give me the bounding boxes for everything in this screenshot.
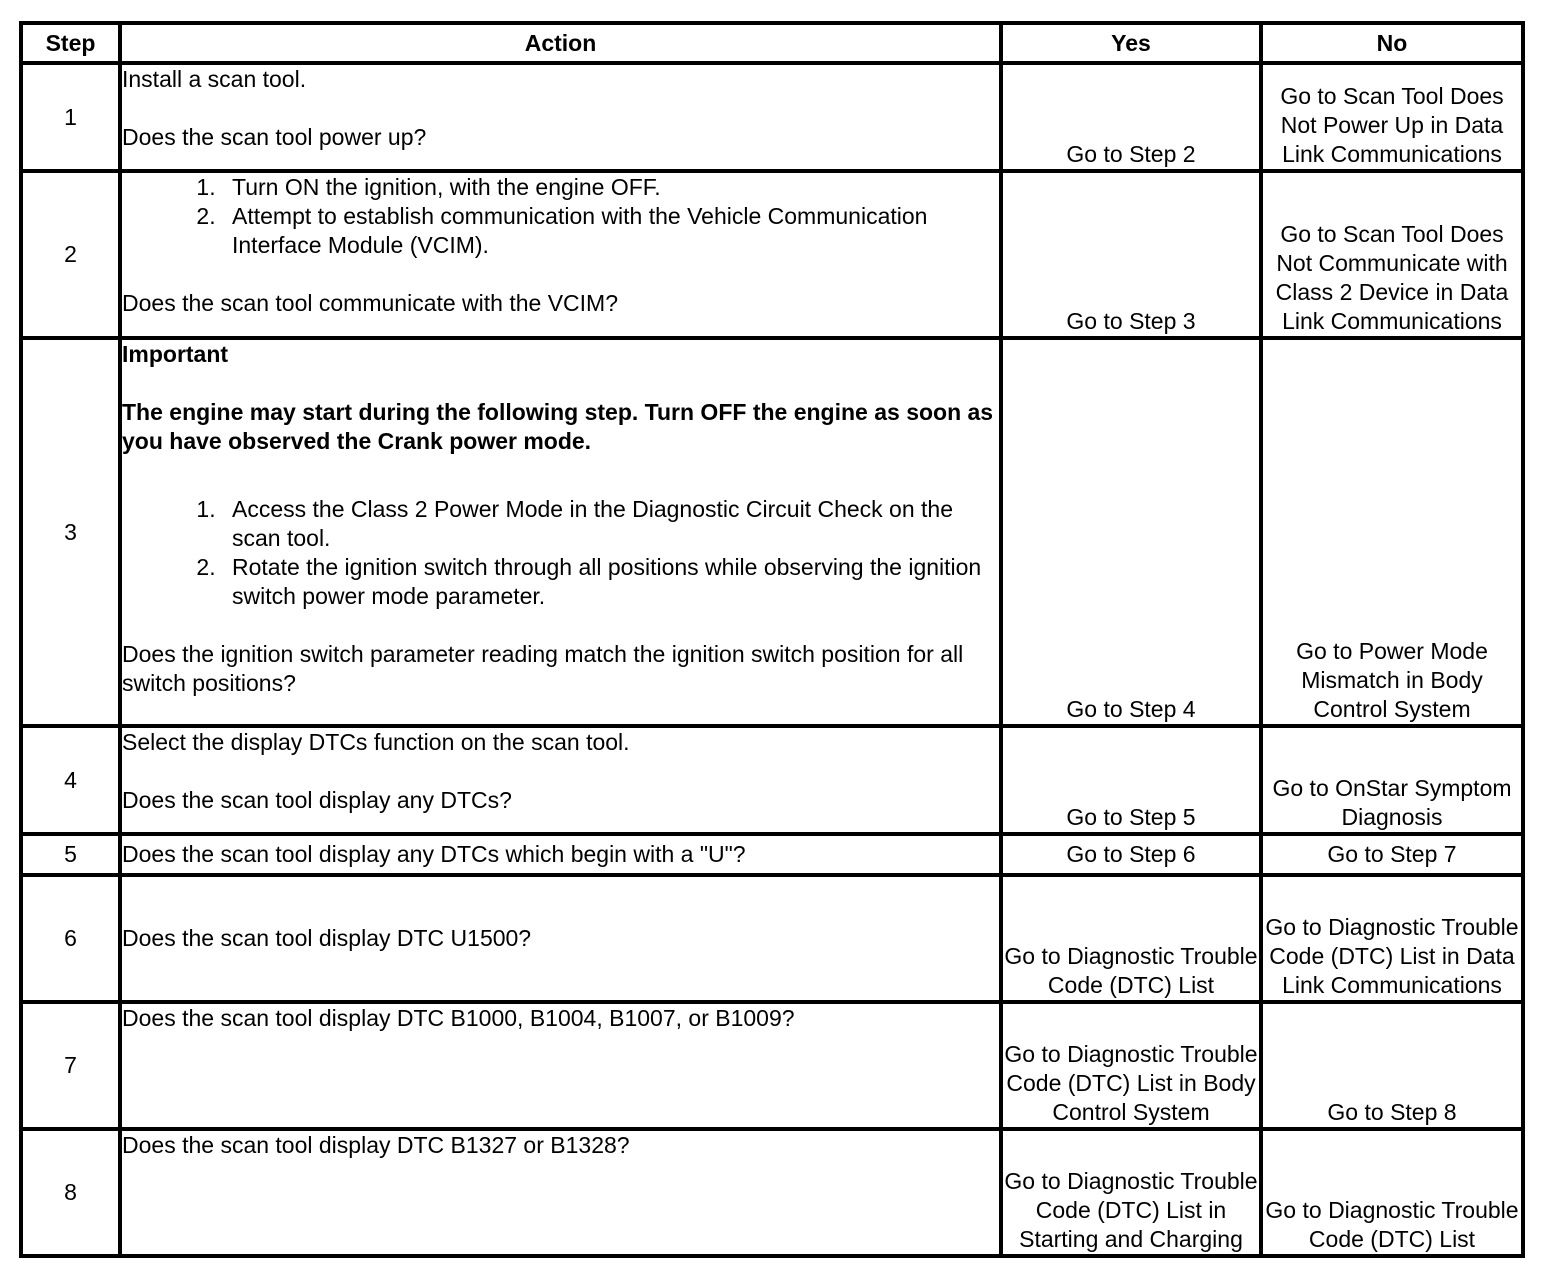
table-row bbox=[21, 726, 1523, 834]
table-row bbox=[21, 875, 1523, 1002]
yes-cell: Go to Diagnostic Trouble Code (DTC) List bbox=[1001, 875, 1261, 1002]
yes-cell: Go to Step 6 bbox=[1001, 834, 1261, 875]
action-question: Does the ignition switch parameter reading match the ignition switch position for all switch positions? bbox=[122, 641, 964, 696]
yes-cell: Go to Diagnostic Trouble Code (DTC) List in Starting and Charging bbox=[1001, 1129, 1261, 1256]
no-cell: Go to Diagnostic Trouble Code (DTC) List in Data Link Communications bbox=[1261, 875, 1523, 1002]
yes-cell: Go to Step 2 bbox=[1001, 63, 1261, 171]
table-row bbox=[21, 338, 1523, 726]
action-cell bbox=[120, 338, 1001, 726]
action-lead: Select the display DTCs function on the scan tool. bbox=[122, 729, 630, 755]
action-question: Does the scan tool display any DTCs? bbox=[122, 787, 512, 813]
action-cell bbox=[120, 1002, 1001, 1129]
no-cell: Go to Diagnostic Trouble Code (DTC) List bbox=[1261, 1129, 1523, 1256]
table-row bbox=[21, 63, 1523, 171]
action-list bbox=[122, 495, 999, 611]
step-number: 2 bbox=[21, 171, 120, 338]
header-no: No bbox=[1261, 23, 1523, 63]
no-cell: Go to OnStar Symptom Diagnosis bbox=[1261, 726, 1523, 834]
action-question: Does the scan tool communicate with the VCIM? bbox=[122, 290, 619, 316]
action-question: Does the scan tool display any DTCs which begin with a "U"? bbox=[122, 841, 746, 867]
table-row bbox=[21, 834, 1523, 875]
yes-cell: Go to Step 4 bbox=[1001, 338, 1261, 726]
step-number: 1 bbox=[21, 63, 120, 171]
action-lead: Install a scan tool. bbox=[122, 66, 307, 92]
action-question: Does the scan tool display DTC B1327 or B1328? bbox=[122, 1132, 630, 1158]
action-list bbox=[122, 173, 999, 260]
header-yes: Yes bbox=[1001, 23, 1261, 63]
yes-cell: Go to Diagnostic Trouble Code (DTC) List in Body Control System bbox=[1001, 1002, 1261, 1129]
step-number: 6 bbox=[21, 875, 120, 1002]
action-cell bbox=[120, 875, 1001, 1002]
no-cell: Go to Step 8 bbox=[1261, 1002, 1523, 1129]
no-cell: Go to Scan Tool Does Not Communicate with Class 2 Device in Data Link Communications bbox=[1261, 171, 1523, 338]
action-cell bbox=[120, 63, 1001, 171]
step-number: 3 bbox=[21, 338, 120, 726]
action-cell bbox=[120, 726, 1001, 834]
list-item: 2. Attempt to establish communication with the Vehicle Communication Interface Module (VCIM). bbox=[222, 202, 999, 260]
yes-cell: Go to Step 5 bbox=[1001, 726, 1261, 834]
action-cell bbox=[120, 834, 1001, 875]
yes-cell: Go to Step 3 bbox=[1001, 171, 1261, 338]
list-item: 1. Access the Class 2 Power Mode in the Diagnostic Circuit Check on the scan tool. bbox=[222, 495, 999, 553]
important-label: Important bbox=[122, 341, 229, 367]
action-question: Does the scan tool power up? bbox=[122, 124, 427, 150]
action-cell bbox=[120, 171, 1001, 338]
action-question: Does the scan tool display DTC U1500? bbox=[122, 925, 532, 951]
no-cell: Go to Step 7 bbox=[1261, 834, 1523, 875]
important-text: The engine may start during the following step. Turn OFF the engine as soon as you have observed the Crank power mode. bbox=[122, 399, 994, 454]
step-number: 8 bbox=[21, 1129, 120, 1256]
action-question: Does the scan tool display DTC B1000, B1004, B1007, or B1009? bbox=[122, 1005, 795, 1031]
no-cell: Go to Power Mode Mismatch in Body Control System bbox=[1261, 338, 1523, 726]
header-row bbox=[21, 23, 1523, 63]
list-item: 1. Turn ON the ignition, with the engine OFF. bbox=[222, 173, 999, 202]
header-step: Step bbox=[21, 23, 120, 63]
list-item: 2. Rotate the ignition switch through all positions while observing the ignition switch power mode parameter. bbox=[222, 553, 999, 611]
step-number: 5 bbox=[21, 834, 120, 875]
table-row bbox=[21, 1002, 1523, 1129]
header-action: Action bbox=[120, 23, 1001, 63]
table-row bbox=[21, 1129, 1523, 1256]
table-row bbox=[21, 171, 1523, 338]
no-cell: Go to Scan Tool Does Not Power Up in Data Link Communications bbox=[1261, 63, 1523, 171]
step-number: 4 bbox=[21, 726, 120, 834]
diagnostic-table bbox=[19, 21, 1525, 1258]
step-number: 7 bbox=[21, 1002, 120, 1129]
action-cell bbox=[120, 1129, 1001, 1256]
